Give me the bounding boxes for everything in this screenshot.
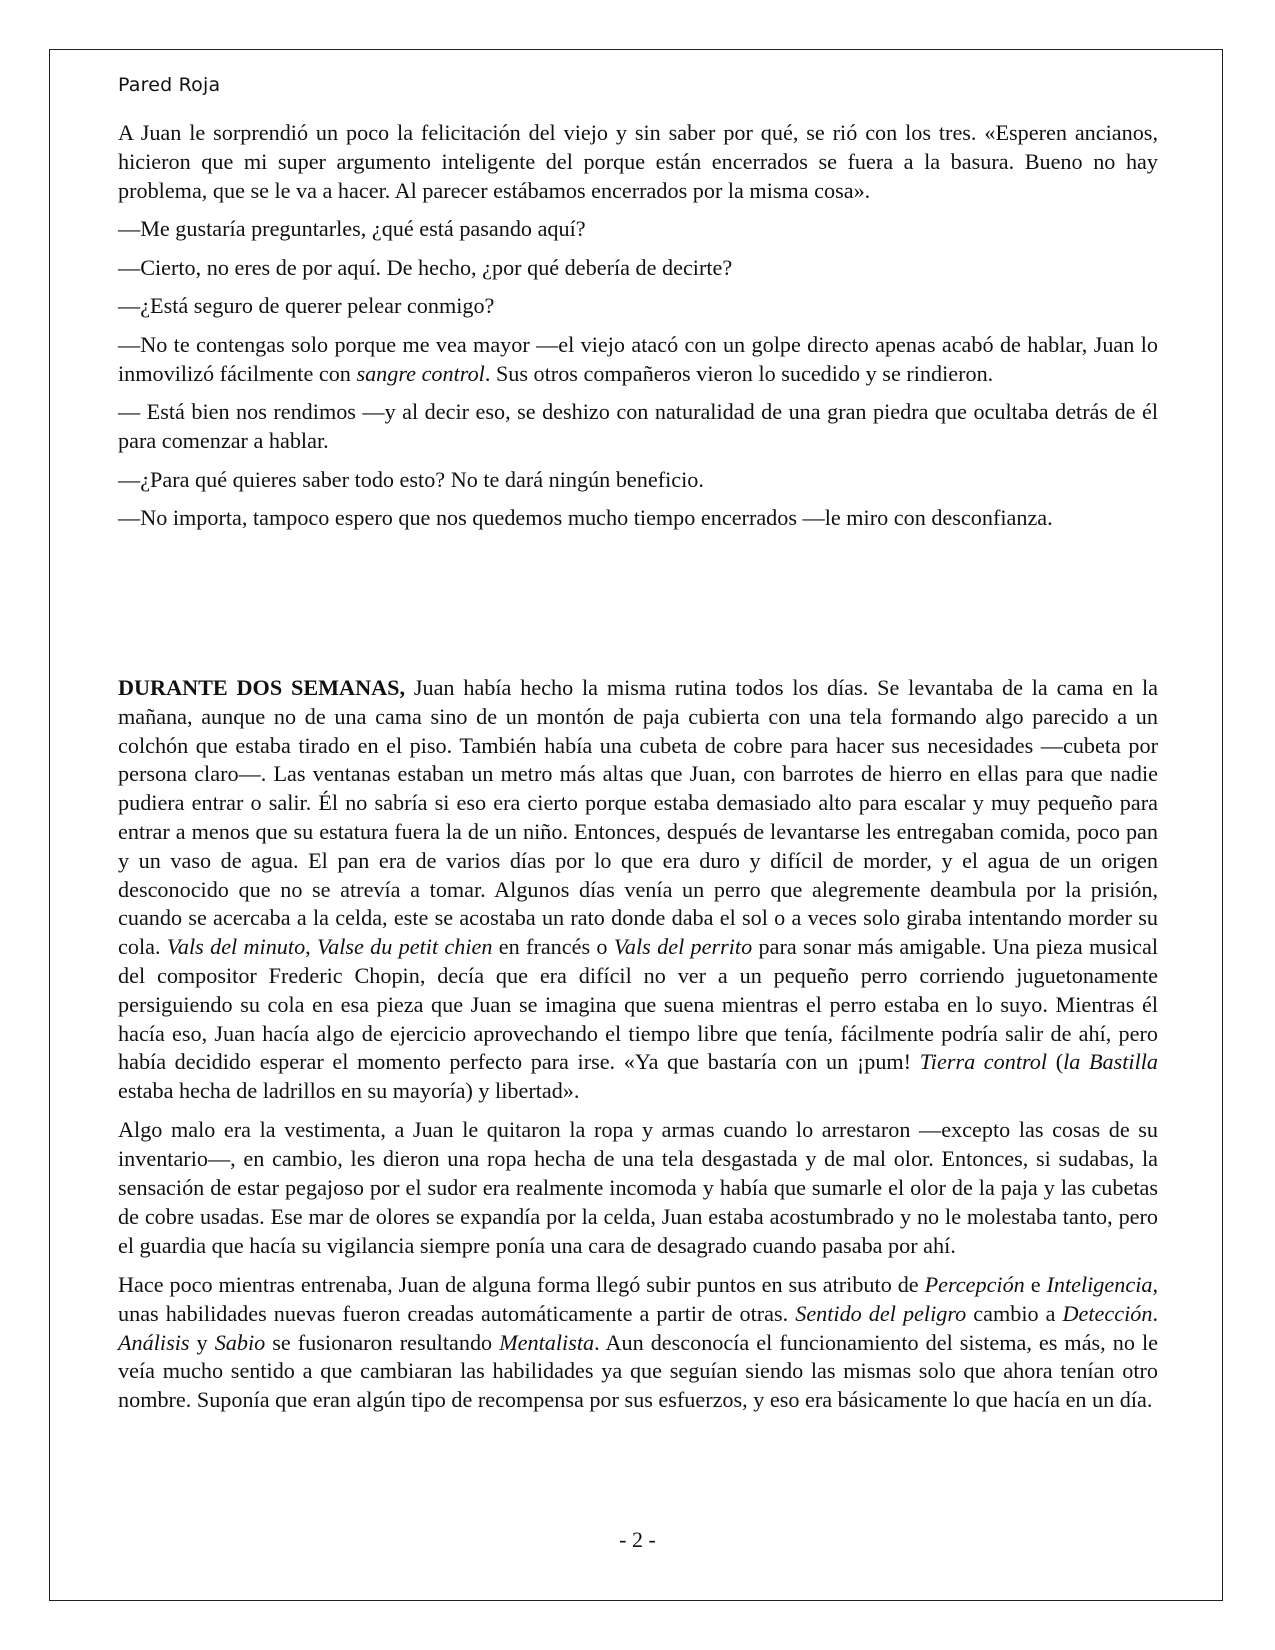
section-lead-in: DURANTE DOS SEMANAS,	[118, 675, 406, 700]
dialogue-line: —Me gustaría preguntarles, ¿qué está pasando aquí?	[118, 216, 586, 242]
italic-term: Sabio	[214, 1329, 266, 1355]
text-run: Hace poco mientras entrenaba, Juan de alguna forma llegó subir puntos en sus atributo de	[118, 1271, 925, 1297]
dialogue-line: —Cierto, no eres de por aquí. De hecho, ¿por qué debería de decirte?	[118, 254, 733, 280]
italic-term: Mentalista	[499, 1329, 595, 1355]
dialogue-line: —No importa, tampoco espero que nos quedemos mucho tiempo encerrados —le miro con desconfianza.	[118, 505, 1053, 531]
dialogue-line	[118, 331, 1158, 389]
page-number: - 2 -	[619, 1527, 656, 1552]
text-run: (	[1047, 1049, 1064, 1075]
running-header: Pared Roja	[118, 74, 221, 96]
text-run: ,	[305, 934, 318, 960]
text-run: en francés o	[492, 934, 614, 960]
dialogue-line: — Está bien nos rendimos —y al decir eso, se deshizo con naturalidad de una gran piedra que ocultaba detrás de él para comenzar a hablar.	[118, 399, 1158, 454]
italic-term: Detección	[1062, 1300, 1153, 1326]
text-run: —No te contengas solo porque me vea mayor —el viejo atacó con un golpe directo apenas acabó de hablar, Juan lo inmovilizó fácilmente con	[118, 331, 1158, 386]
section-dialogue	[118, 119, 1158, 543]
italic-term: Inteligencia	[1046, 1271, 1153, 1297]
italic-term: la Bastilla	[1063, 1049, 1159, 1075]
section-narrative	[118, 674, 1158, 1425]
text-run: . Sus otros compañeros vieron lo sucedido y se rindieron.	[484, 360, 994, 386]
italic-term: Valse du petit chien	[317, 934, 493, 960]
italic-term: sangre control	[356, 360, 485, 386]
italic-term: Vals del perrito	[613, 934, 753, 960]
italic-term: Percepción	[924, 1271, 1025, 1297]
italic-term: Vals del minuto	[166, 934, 306, 960]
text-run: estaba hecha de ladrillos en su mayoría) y libertad».	[118, 1078, 580, 1104]
text-run: e	[1024, 1271, 1047, 1297]
paragraph	[118, 1271, 1158, 1415]
text-run: , unas habilidades nuevas fueron creadas automáticamente a partir de otras.	[118, 1271, 1158, 1326]
text-run: .	[1152, 1300, 1158, 1326]
text-run: para sonar más amigable. Una pieza musical del compositor Frederic Chopin, decía que era difícil no ver a un pequeño perro corriendo juguetonamente persiguiendo su cola en esa pieza que Juan se imagina que suena mientras el perro estaba en lo suyo. Mientras él hacía eso, Juan hacía algo de ejercicio aprovechando el tiempo libre que tenía, fácilmente podría salir de ahí, pero había decidido esperar el momento perfecto para irse. «Ya que bastaría con un ¡pum!	[118, 934, 1158, 1075]
italic-term: Análisis	[118, 1329, 190, 1355]
dialogue-line: —¿Está seguro de querer pelear conmigo?	[118, 293, 495, 319]
italic-term: Sentido del peligro	[795, 1300, 967, 1326]
paragraph	[118, 674, 1158, 1106]
text-run: y	[189, 1329, 215, 1355]
italic-term: Tierra control	[919, 1049, 1048, 1075]
dialogue-line: —¿Para qué quieres saber todo esto? No te dará ningún beneficio.	[118, 466, 704, 492]
paragraph: Algo malo era la vestimenta, a Juan le quitaron la ropa y armas cuando lo arrestaron —excepto las cosas de su inventario—, en cambio, les dieron una ropa hecha de una tela desgastada y de mal olor. Entonces, si sudabas, la sensación de estar pegajoso por el sudor era realmente incomoda y había que sumarle el olor de la paja y las cubetas de cobre usadas. Ese mar de olores se expandía por la celda, Juan estaba acostumbrado y no le molestaba tanto, pero el guardia que hacía su vigilancia siempre ponía una cara de desagrado cuando pasaba por ahí.	[118, 1117, 1158, 1258]
text-run: . Aun desconocía el funcionamiento del sistema, es más, no le veía mucho sentido a que cambiaran las habilidades ya que seguían siendo las mismas solo que ahora tenían otro nombre. Suponía que eran algún tipo de recompensa por sus esfuerzos, y eso era básicamente lo que hacía en un día.	[118, 1329, 1158, 1413]
text-run: se fusionaron resultando	[265, 1329, 500, 1355]
paragraph: A Juan le sorprendió un poco la felicitación del viejo y sin saber por qué, se rió con los tres. «Esperen ancianos, hicieron que mi super argumento inteligente del porque están encerrados se fuera a la basura. Bueno no hay problema, que se le va a hacer. Al parecer estábamos encerrados por la misma cosa».	[118, 120, 1158, 203]
text-run: cambio a	[966, 1300, 1063, 1326]
text-run: Juan había hecho la misma rutina todos los días. Se levantaba de la cama en la mañana, aunque no de una cama sino de un montón de paja cubierta con una tela formando algo parecido a un colchón que estaba tirado en el piso. También había una cubeta de cobre para hacer sus necesidades —cubeta por persona claro—. Las ventanas estaban un metro más altas que Juan, con barrotes de hierro en ellas para que nadie pudiera entrar o salir. Él no sabría si eso era cierto porque estaba demasiado alto para escalar y muy pequeño para entrar a menos que su estatura fuera la de un niño. Entonces, después de levantarse les entregaban comida, poco pan y un vaso de agua. El pan era de varios días por lo que era duro y difícil de morder, y el agua de un origen desconocido que no se atrevía a tomar. Algunos días venía un perro que alegremente deambula por la prisión, cuando se acercaba a la celda, este se acostaba un rato donde daba el sol o a veces solo giraba intentando morder su cola.	[118, 675, 1158, 960]
